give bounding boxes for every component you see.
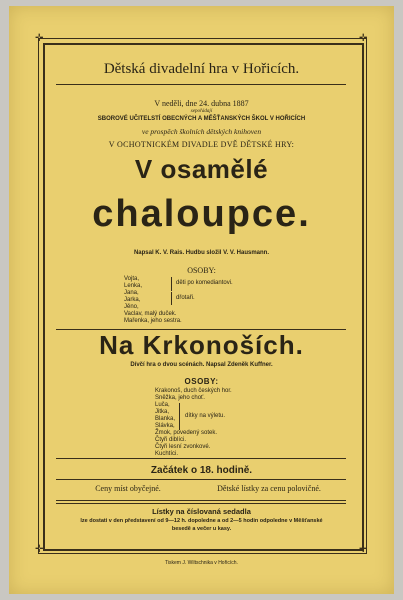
cast-member: Lenka, [124, 283, 143, 289]
cast-member: Luča, [155, 402, 170, 408]
organizers: SBOROVÉ UČITELSTÍ OBECNÝCH A MĚŠŤANSKÝCH ŠKOL V HOŘICÍCH [97, 116, 306, 122]
play1-title-line1: V osamělé [134, 154, 269, 184]
prices-right: Dětské lístky za cenu polovičné. [217, 484, 321, 493]
tickets-body-line1: lze dostati v den představení od 9—12 h. dopoledne a od 2—5 hodin odpoledne v Měšťanské [80, 518, 323, 524]
cast-member: Vojta, [124, 276, 140, 282]
cast-member: Čtyři lesní zvonkové. [155, 444, 211, 450]
tickets-heading: Lístky na číslovaná sedadla [152, 507, 251, 516]
event-date: V neděli, dne 24. dubna 1887 [154, 99, 249, 108]
cast-member: Blanka, [155, 416, 176, 422]
brace [179, 403, 180, 430]
cast-member: Slávka, [155, 423, 175, 429]
corner-ornament-icon: ✛ [359, 544, 368, 555]
play1-cast-note2: dřotaři. [176, 295, 195, 301]
play2-cast-heading: OSOBY: [184, 377, 219, 386]
printer-imprint: Tiskem J. Wiltschnika v Hořicích. [165, 560, 238, 566]
poster-title: Dětská divadelní hra v Hořicích. [103, 61, 300, 77]
play1-title-line2: chaloupce. [92, 193, 311, 235]
play1-cast-heading: OSOBY: [187, 266, 216, 275]
play1-cast-list [124, 276, 182, 325]
play1-credits: Napsal K. V. Rais. Hudbu složil V. V. Hausmann. [133, 250, 270, 256]
cast-member: Kuchtíci. [155, 451, 179, 457]
organized-by: sepořádají [190, 109, 213, 114]
divider [56, 458, 346, 459]
cast-member: Vaclav, malý duček. [124, 311, 177, 317]
prices-left: Ceny míst obyčejné. [95, 484, 161, 493]
cast-member: Jana, [124, 290, 139, 296]
divider [56, 500, 346, 504]
purpose: ve prospěch školních dětských knihoven [141, 127, 262, 136]
start-time: Začátek o 18. hodině. [150, 465, 253, 476]
brace [171, 292, 172, 305]
play2-credits: Dívčí hra o dvou scénách. Napsal Zdeněk Kuffner. [130, 362, 273, 368]
cast-member: Jarka, [124, 297, 141, 303]
play2-cast-note: dítky na výletu. [185, 413, 226, 419]
cast-member: Sněžka, jeho choť. [155, 395, 205, 401]
cast-member: Jěno, [124, 304, 139, 310]
play1-cast-note1: děti po komediantovi. [176, 280, 233, 286]
play2-cast-list [155, 388, 232, 458]
cast-member: Čtyři diblíci. [155, 437, 187, 443]
cast-member: Mařenka, jeho sestra. [124, 318, 182, 324]
corner-ornament-icon: ✛ [35, 33, 44, 44]
cast-member: Jitka, [155, 409, 170, 415]
corner-ornament-icon: ✛ [359, 33, 368, 44]
brace [171, 277, 172, 291]
venue: V OCHOTNICKÉM DIVADLE DVĚ DĚTSKÉ HRY: [108, 140, 295, 149]
corner-ornament-icon: ✛ [35, 544, 44, 555]
divider [56, 479, 346, 480]
play2-title: Na Krkonoších. [99, 330, 304, 360]
tickets-body-line2: besedě a večer u kasy. [171, 526, 232, 532]
cast-member: Žmok, povedený sotek. [155, 430, 218, 436]
divider [56, 84, 346, 85]
cast-member: Krakonoš, duch českých hor. [155, 388, 232, 394]
